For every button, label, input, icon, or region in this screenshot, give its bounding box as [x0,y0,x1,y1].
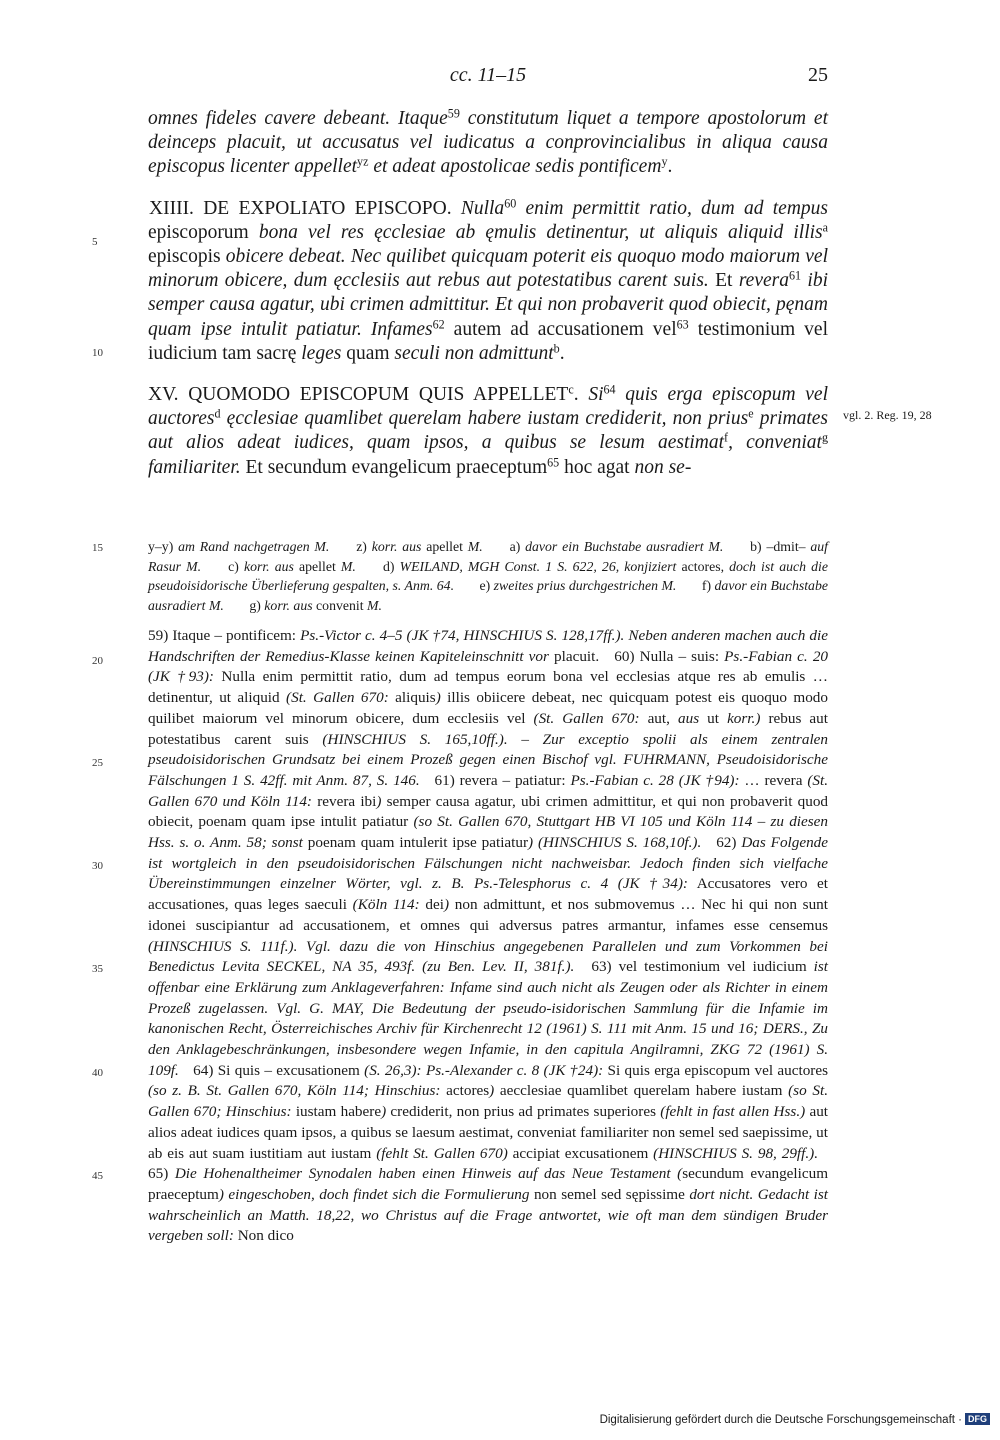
dfg-logo-icon: DFG [965,1413,990,1425]
footnote-ref: 63 [676,316,689,331]
note-text: actores [440,1082,490,1100]
note-text: (S. 26,3): Ps.-Alexander c. 8 (JK †24): [359,1061,604,1079]
note-text: (so St. Gallen 670, Stuttgart HB VI 105 und Köln 114 – zu diesen Hss. s. o. Anm. 58; sonst [148,813,828,852]
apparatus-ref: y [661,154,668,169]
note-text: non admittunt, et nos submovemus … Nec hi qui non sunt idonei suscipiantur ad accusationem, et omnes qui adversus patres armantur, infames esse censemus [148,896,828,934]
apparatus-entry [148,539,329,554]
note-60 [148,648,828,789]
line-number: 5 [92,236,98,248]
note-text: … revera [739,771,808,789]
note-text: ) [435,689,441,707]
note-key: 64) Si quis – excusationem [193,1061,360,1079]
apparatus-text: korr. aus [366,539,422,554]
apparatus-ref: f [724,430,729,445]
note-text: accipiat excusationem [507,1144,654,1162]
note-text: Ps.-Fabian c. 20 (JK †93): [148,647,829,686]
apparatus-entry [510,539,724,554]
note-text: aliquis [388,689,436,707]
note-text: (St. Gallen 670: [286,689,389,707]
note-text: ist offenbar eine Erklärung zum Anklageverfahren: Infame sind auch nicht als Zeugen oder als Richter in einem Prozeß zugelassen. Vgl. G. MAY, Die Bedeutung der pseudo-isidorischen Sammlung für die Infamie im kanonischen Recht, Österreichisches Archiv für Kirchenrecht 12 (1961) S. 111 mit Anm. 15 und 16; DERS., Zu den Anklagebeschränkungen, insbesondere wegen Infamie, in den capitula Angilramni, ZKG 72 (1961) S. 109f. [148,958,829,1079]
text-run: Et [708,270,739,292]
text-run: revera [738,270,789,292]
text-run: familiariter. [148,456,241,478]
text-run: episcoporum [148,221,259,243]
apparatus-key: d) [382,558,395,574]
note-text: ) [443,896,450,914]
footnote-ref: 64 [603,382,616,397]
apparatus-text: M. [340,558,356,574]
note-text: (HINSCHIUS S. 111f.). Vgl. dazu die von Hinschius angegebenen Parallelen und zum Vorkommen bei Benedictus Levita SECKEL, NA 35, 493f. (zu Ben. Lev. II, 381f.). [148,937,828,976]
apparatus-reading: apellet [293,558,341,574]
text-run: quam [341,342,395,364]
note-text: (so St. Gallen 670; Hinschius: [148,1082,828,1121]
apparatus-entry [356,539,483,554]
apparatus-ref: yz [357,154,369,169]
footnote-ref: 62 [432,316,445,331]
note-text: korr.) [727,709,761,727]
note-text: aecclesiae quamlibet querelam habere iustam [494,1082,789,1100]
main-text [148,107,828,480]
text-run: et adeat apostolicae sedis pontificem [368,156,662,178]
note-key: 61) revera – patiatur: [434,771,566,789]
apparatus-key: a) [509,539,521,554]
line-number: 25 [92,757,103,769]
commentary-notes [148,626,828,1247]
margin-note: vgl. 2. Reg. 19, 28 [843,408,932,422]
apparatus-reading: actores, [676,558,730,574]
note-key: 62) [716,834,737,852]
apparatus-ref: b [553,341,560,356]
note-text: (fehlt St. Gallen 670) [376,1144,508,1162]
apparatus-text: M. [467,539,483,554]
apparatus-text: WEILAND, MGH Const. 1 S. 622, 26, konjiziert [394,558,677,574]
apparatus-text: M. [367,597,382,613]
note-text: Ps.-Fabian c. 28 (JK †94): [565,771,740,789]
text-run: ęcclesiae quamlibet querelam habere iustam crediderit, non prius [220,408,749,430]
note-text: non semel sed sępissime [529,1185,690,1203]
note-text: placuit. [548,647,600,665]
note-key: 60) Nulla – suis: [614,647,720,665]
text-run: obicere debeat. Nec quilibet quicquam poterit eis quoquo modo maiorum vel minorum obicere, dum ęcclesiis aut rebus aut potestatibus carent suis. [148,246,828,292]
apparatus-text: am Rand nachgetragen M. [173,539,330,554]
text-run: omnes fideles cavere debeant. Itaque [148,108,448,129]
note-text: Si quis erga episcopum vel auctores [603,1061,829,1079]
text-run: autem ad accusationem vel [444,318,677,340]
text-run: . [573,384,589,406]
note-text: aut, [639,709,678,727]
apparatus-entry [249,598,382,613]
text-run: , conveniat [728,432,822,454]
note-text: semper causa agatur, ubi crimen admittitur, et qui non probaverit quod obiecit, poenam quam ipse intulit patiatur [148,792,829,831]
note-65 [148,1165,828,1244]
note-text: iustam habere [291,1103,382,1121]
note-text: dort nicht. Gedacht ist wahrscheinlich an Matth. 18,22, wo Christus auf die Frage antwortet, wie oft man dem sündigen Bruder vergeben soll: [148,1185,828,1245]
apparatus-ref: d [214,406,221,421]
note-text: crediderit, non prius ad primates superiores [386,1103,661,1121]
note-text: ) [489,1082,495,1100]
text-run: seculi non admittunt [394,342,554,364]
line-number: 35 [92,963,103,975]
text-run: leges [301,342,342,364]
text-run: enim permittit ratio, dum ad tempus [516,197,828,219]
note-text: (St. Gallen 670: [533,709,640,727]
text-run: hoc agat [559,456,635,478]
text-run: primates aut alios adeat iudices, quam ipsos, a quibus se lesum aestimat [148,408,828,454]
line-number: 30 [92,860,103,872]
page-number: 25 [808,64,828,86]
apparatus-key: c) [228,558,239,574]
apparatus-text: davor ein Buchstabe ausradiert M. [148,578,828,613]
note-text: Das Folgende ist wortgleich in den pseudoisidorischen Fälschungen nicht nachweisbar. Jedoch finden sich vielfache Übereinstimmungen einzelner Wörter, vgl. z. B. Ps.-Telesphorus c. 4 (JK †34): [148,834,829,893]
apparatus-text: davor ein Buchstabe ausradiert M. [520,539,724,554]
note-text: poenam quam intulerit ipse patiatur [302,834,529,852]
footnote-ref: 65 [547,455,560,469]
note-text: aus [678,709,700,727]
critical-apparatus [148,537,828,615]
note-text: (St. Gallen 670 und Köln 114: [148,771,828,810]
note-text: ) [381,1103,387,1121]
text-run: testimonium vel iudicium tam sacrę [148,318,829,364]
note-text: ) [376,792,382,810]
apparatus-key: b) –dmit– [750,539,806,554]
text-run: non se- [634,456,692,478]
apparatus-key: y–y) [148,539,174,554]
line-number: 40 [92,1067,103,1079]
note-text: ut [699,709,728,727]
apparatus-key: f) [701,578,712,593]
note-key: 65) [148,1165,169,1183]
note-64 [148,1062,828,1162]
apparatus-text: auf Rasur M. [148,539,829,574]
note-text: (Köln 114: [352,896,420,914]
text-run: episcopis [148,246,226,268]
note-text: (so z. B. St. Gallen 670, Köln 114; Hinschius: [148,1082,441,1100]
apparatus-entry [228,559,356,574]
note-text: Die Hohenaltheimer Synodalen haben einen Hinweis auf das Neue Testament ( [168,1165,683,1183]
paragraph-continuation [148,107,828,180]
note-text: ) (HINSCHIUS S. 168,10f.). [528,834,702,852]
apparatus-text: korr. aus [260,597,313,613]
apparatus-ref: e [748,406,754,421]
chapter-xiiii [148,197,828,366]
line-number: 10 [92,347,103,359]
note-62 [148,834,828,975]
apparatus-reading: convenit [312,597,367,613]
note-text: secundum evangelicum praeceptum [148,1165,829,1203]
note-text: ) eingeschoben, doch findet sich die Formulierung [218,1185,530,1203]
text-run: constitutum liquet a tempore apostolorum et deinceps placuit, ut accusatus vel iudicatus a conprovincialibus in aliqua causa episcopus licenter appellet [148,108,828,178]
chapter-xv [148,383,828,480]
chapter-heading: XV. QUOMODO EPISCOPUM QUIS APPELLET [148,384,569,406]
apparatus-text: doch ist auch die pseudoisidorische Überlieferung gespalten, s. Anm. 64. [148,558,828,593]
text-run: ibi semper causa agatur, ubi crimen admittitur. Et qui non probaverit quod obiecit, pęnam quam ipse intulit patiatur. Infames [148,270,828,340]
apparatus-text: korr. aus [238,558,294,574]
text-run: Et secundum evangelicum praeceptum [240,456,548,478]
page-header [148,64,828,94]
note-text: dei [419,896,444,914]
note-key: 59) Itaque – pontificem: [148,627,297,644]
text-run: . [559,342,565,364]
note-text: Accusatores vero et accusationes, quas leges saeculi [148,875,829,914]
note-text: (HINSCHIUS S. 98, 29ff.). [653,1144,818,1162]
line-number: 20 [92,655,103,667]
apparatus-reading: apellet [421,539,468,554]
note-63 [148,958,828,1079]
digitization-credit [598,1413,990,1426]
text-run: bona vel res ęcclesiae ab ęmulis detinentur, ut aliquis aliquid illis [258,221,823,243]
line-number: 45 [92,1170,103,1182]
footnote-ref: 60 [504,195,517,210]
apparatus-key: z) [356,539,367,554]
apparatus-text: zweites prius durchgestrichen M. [490,578,677,593]
note-text: rebus aut potestatibus carent suis [148,709,828,748]
apparatus-key: e) [479,578,491,593]
text-run: Nulla [451,197,505,219]
text-run: . [667,156,673,178]
note-text: illis obiicere debeat, nec quicquam potest eis quoquo modo quilibet maiorum vel minorum obicere, dum ecclesiis vel [148,689,828,727]
apparatus-entry [479,578,676,593]
note-text: Ps.-Victor c. 4–5 (JK †74, HINSCHIUS S. 128,17ff.). Neben anderen machen auch die Handschriften der Remedius-Klasse keinen Kapiteleinschnitt vor [148,627,828,665]
note-text: Non dico [233,1227,294,1245]
apparatus-ref: c [568,382,574,397]
line-number: 15 [92,542,103,554]
note-text: aut alios adeat iudices quam ipsos, a quibus se laesum aestimat, conveniat familiariter non semel sed saepissime, ut ab eis aut suam iustitiam aut iustam [148,1103,829,1162]
apparatus-key: g) [249,597,261,613]
footnote-ref: 59 [447,106,460,121]
footnote-ref: 61 [788,268,802,283]
note-text: Nulla enim permittit ratio, dum ad tempus eorum bona vel ecclesias atque res ab emulis … detinentur, ut aliquid [148,668,828,707]
apparatus-ref: g [821,430,828,445]
credit-text: Digitalisierung gefördert durch die Deutsche Forschungsgemeinschaft · [599,1414,962,1426]
text-run: quis erga episcopum vel auctores [148,384,829,430]
note-text: (fehlt in fast allen Hss.) [660,1103,806,1121]
text-run: Si [588,384,604,406]
chapter-heading: XIIII. DE EXPOLIATO EPISCOPO. [149,197,452,219]
running-head: cc. 11–15 [449,64,527,86]
note-text: revera ibi [311,792,377,810]
apparatus-ref: a [822,220,828,235]
note-text: (HINSCHIUS S. 165,10ff.). – Zur exceptio spolii als einem zentralen pseudoisidorischen Grundsatz bei einem Prozeß gegen einen Bischof vgl. FUHRMANN, Pseudoisidorische Fälschungen 1 S. 42ff. mit Anm. 87, S. 146. [148,730,828,789]
note-key: 63) vel testimonium vel iudicium [591,958,807,976]
